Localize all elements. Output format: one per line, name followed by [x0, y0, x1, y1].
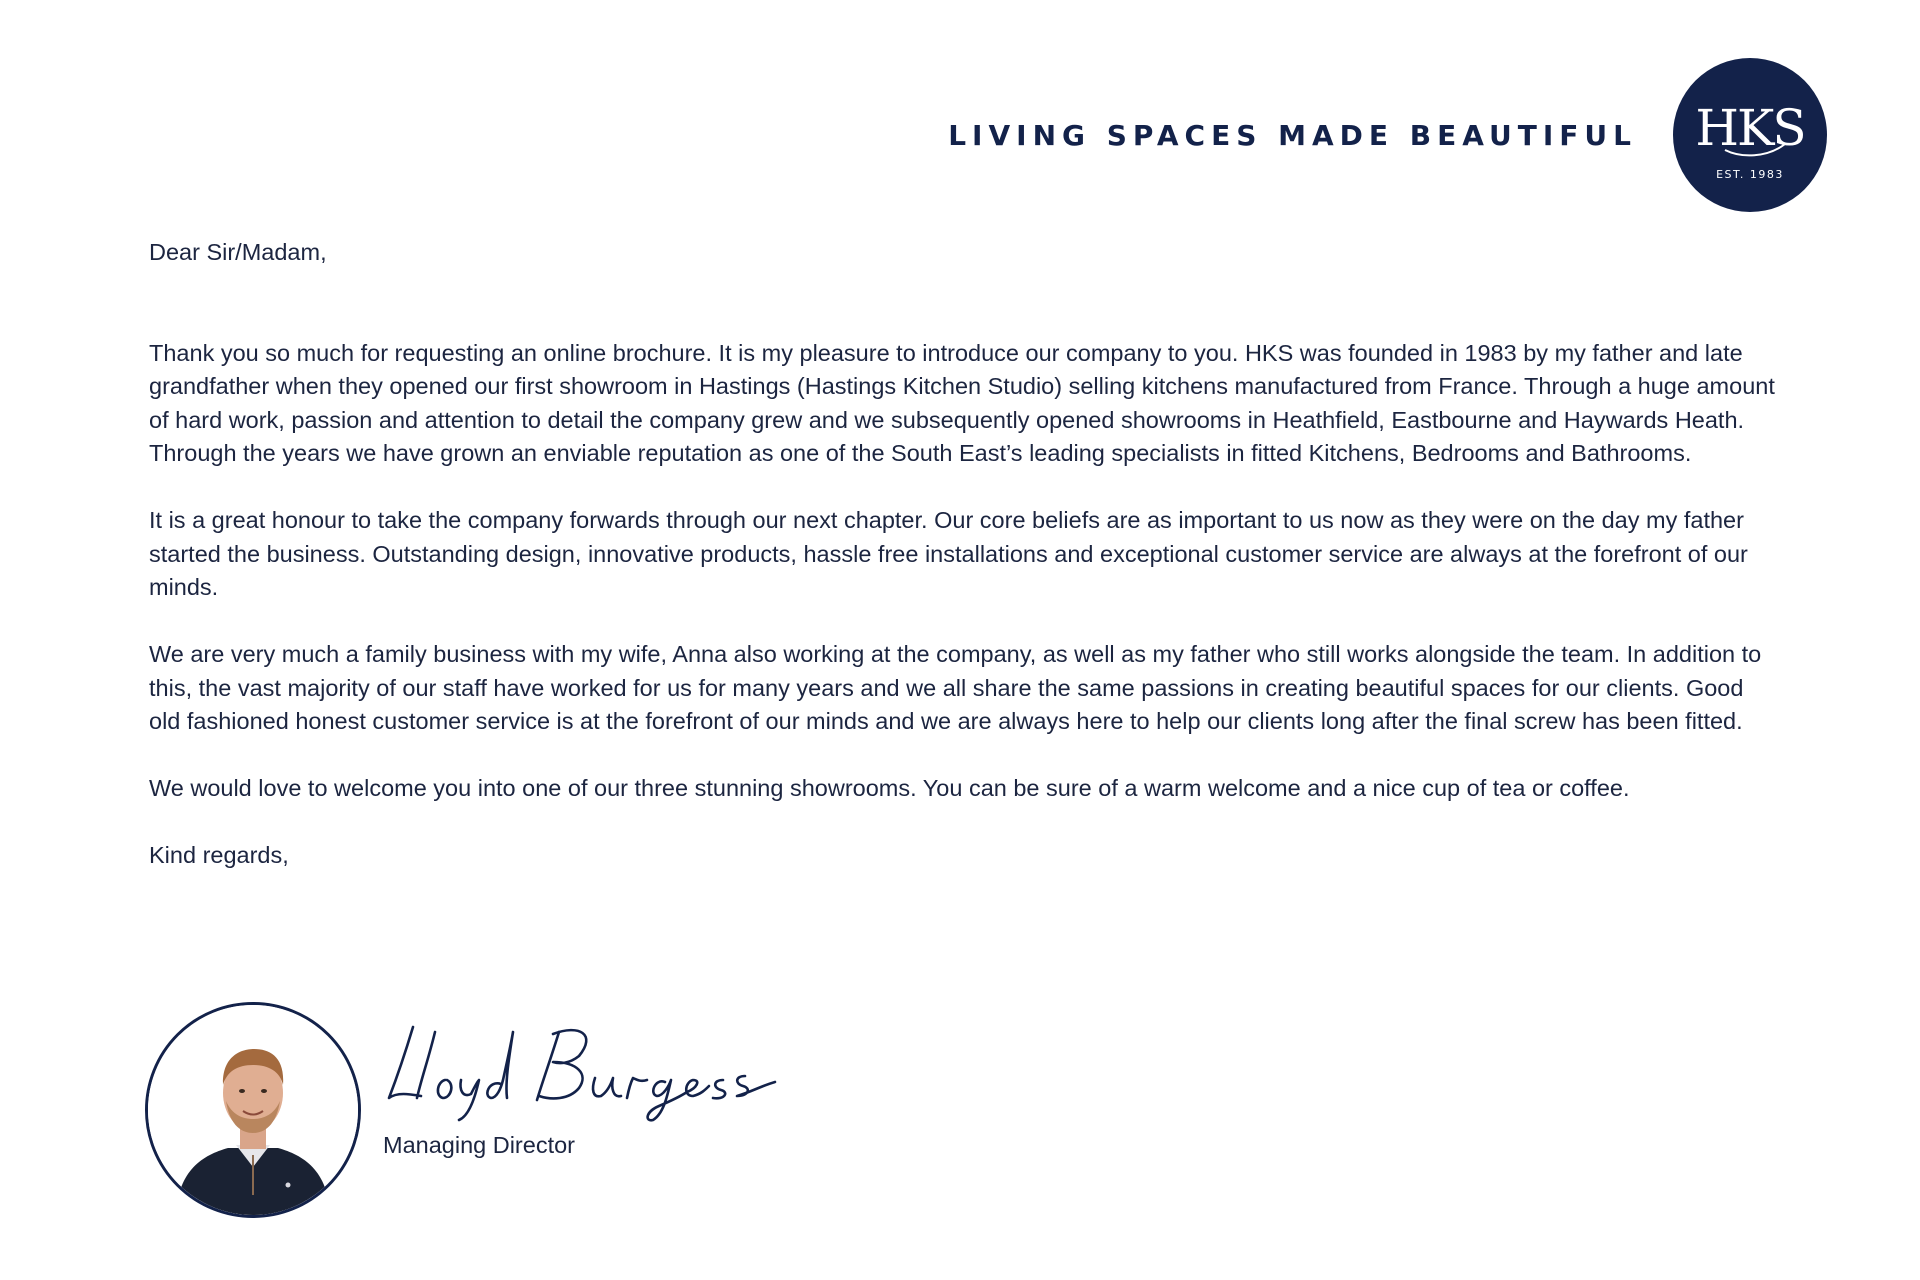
signatory-details [383, 1002, 783, 1159]
logo-established: EST. 1983 [1716, 168, 1784, 181]
letter-header [948, 58, 1827, 212]
closing: Kind regards, [149, 842, 289, 868]
hks-logo [1673, 58, 1827, 212]
paragraph-1: Thank you so much for requesting an online brochure. It is my pleasure to introduce our company to you. HKS was founded in 1983 by my father and late grandfather when they opened our first showroom in Hastings (Hastings Kitchen Studio) selling kitchens manufactured from France. Through a huge amount of hard work, passion and attention to detail the company grew and we subsequently opened showrooms in Heathfield, Eastbourne and Haywards Heath. Through the years we have grown an enviable reputation as one of the South East’s leading specialists in fitted Kitchens, Bedrooms and Bathrooms. [149, 339, 1775, 466]
salutation: Dear Sir/Madam, [149, 239, 327, 265]
paragraph-2: It is a great honour to take the company forwards through our next chapter. Our core beliefs are as important to us now as they were on the day my father started the business. Outstanding design, innovative products, hassle free installations and exceptional customer service are always at the forefront of our minds. [149, 507, 1748, 600]
paragraph-3: We are very much a family business with my wife, Anna also working at the company, as well as my father who still works alongside the team. In addition to this, the vast majority of our staff have worked for us for many years and we all share the same passions in creating beautiful spaces for our clients. Good old fashioned honest customer service is at the forefront of our minds and we are always here to help our clients long after the final screw has been fitted. [149, 641, 1762, 734]
letter-body [149, 236, 1779, 873]
signature-image [383, 1002, 783, 1122]
logo-letters: HKS [1695, 99, 1805, 157]
tagline: LIVING SPACES MADE BEAUTIFUL [948, 118, 1637, 152]
portrait-photo [145, 1002, 361, 1218]
paragraph-4: We would love to welcome you into one of our three stunning showrooms. You can be sure of a warm welcome and a nice cup of tea or coffee. [149, 775, 1630, 801]
signatory-role: Managing Director [383, 1132, 576, 1158]
logo-swash-icon [1723, 142, 1787, 158]
portrait-illustration [148, 1005, 358, 1215]
signature-block [145, 1002, 783, 1218]
